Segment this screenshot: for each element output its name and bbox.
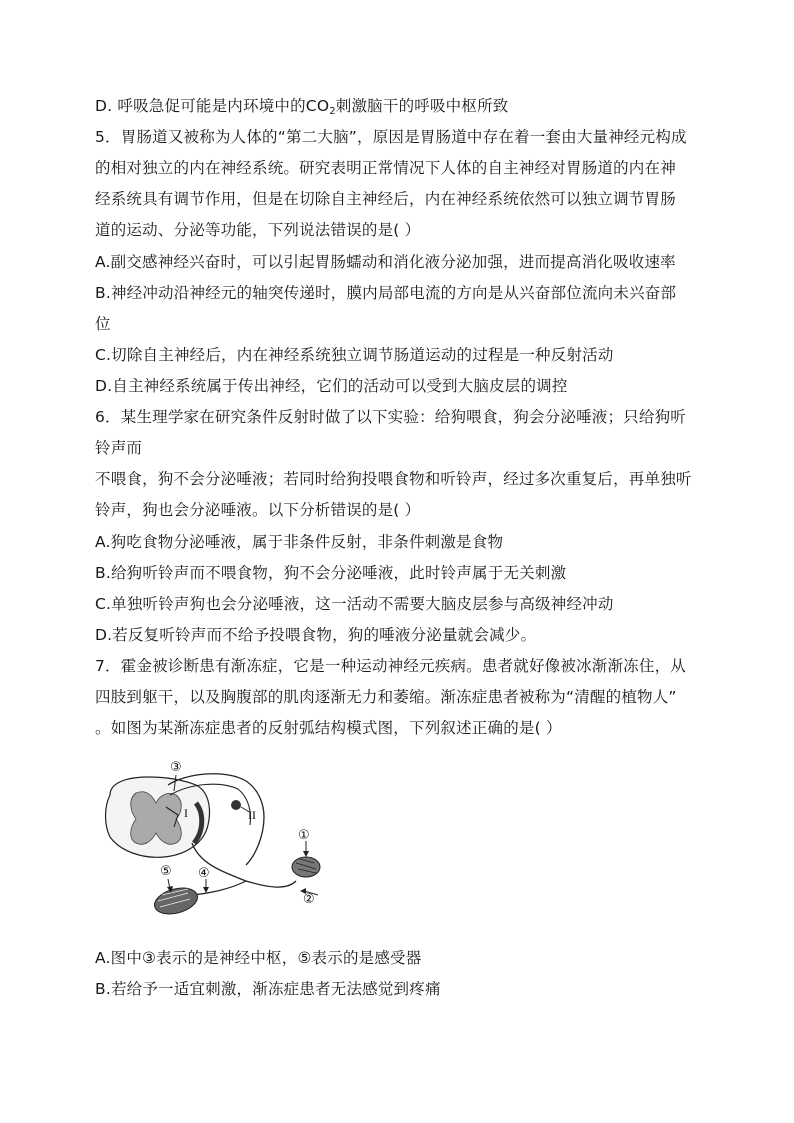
label-2: ② [303,892,315,907]
question-6-line-2: 铃声而 [95,439,143,457]
subscript-2: 2 [329,106,336,117]
line-q4-option-d [95,95,705,123]
receptor-skin [292,857,320,877]
question-7-option-a: A.图中③表示的是神经中枢，⑤表示的是感受器 [95,949,422,967]
question-5-line-1: 5．胃肠道又被称为人体的“第二大脑”，原因是胃肠道中存在着一套由大量神经元构成 [95,128,687,146]
label-roman-i: I [184,806,188,820]
label-roman-ii: II [248,808,256,822]
label-1: ① [298,828,310,843]
ganglion-ii [231,800,241,810]
reflex-arc-figure [96,755,336,925]
question-5-line-2: 的相对独立的内在神经系统。研究表明正常情况下人体的自主神经对胃肠道的内在神 [95,159,676,177]
question-7-line-1: 7．霍金被诊断患有渐冻症，它是一种运动神经元疾病。患者就好像被冰渐渐冻住，从 [95,657,686,675]
question-6-option-c: C.单独听铃声狗也会分泌唾液，这一活动不需要大脑皮层参与高级神经冲动 [95,595,614,613]
option-text: D. 呼吸急促可能是内环境中的CO [95,97,330,115]
question-5-option-a: A.副交感神经兴奋时，可以引起胃肠蠕动和消化液分泌加强，进而提高消化吸收速率 [95,253,676,271]
question-6-option-d: D.若反复听铃声而不给予投喂食物，狗的唾液分泌量就会减少。 [95,626,537,644]
label-3: ③ [170,760,182,775]
question-5-option-b-line-2: 位 [95,315,111,333]
question-5-option-c: C.切除自主神经后，内在神经系统独立调节肠道运动的过程是一种反射活动 [95,346,614,364]
question-6-option-a: A.狗吃食物分泌唾液，属于非条件反射，非条件刺激是食物 [95,533,504,551]
question-5-line-4: 道的运动、分泌等功能，下列说法错误的是( ） [95,221,421,239]
question-5-option-b-line-1: B.神经冲动沿神经元的轴突传递时，膜内局部电流的方向是从兴奋部位流向未兴奋部 [95,284,677,302]
question-5-option-d: D.自主神经系统属于传出神经，它们的活动可以受到大脑皮层的调控 [95,377,568,395]
label-4: ④ [198,866,210,881]
option-text-suffix: 刺激脑干的呼吸中枢所致 [335,97,509,115]
question-7-option-b: B.若给予一适宜刺激，渐冻症患者无法感觉到疼痛 [95,980,441,998]
question-6-line-4: 铃声，狗也会分泌唾液。以下分析错误的是( ） [95,501,421,519]
question-7-line-2: 四肢到躯干，以及胸腹部的肌肉逐渐无力和萎缩。渐冻症患者被称为“清醒的植物人” [95,688,677,706]
question-6-option-b: B.给狗听铃声而不喂食物，狗不会分泌唾液，此时铃声属于无关刺激 [95,564,567,582]
question-6-line-3: 不喂食，狗不会分泌唾液；若同时给狗投喂食物和听铃声，经过多次重复后，再单独听 [95,470,692,488]
question-6-line-1: 6．某生理学家在研究条件反射时做了以下实验：给狗喂食，狗会分泌唾液；只给狗听 [95,408,686,426]
label-5: ⑤ [160,864,172,879]
reflex-arc-diagram [96,755,336,925]
question-7-line-3: 。如图为某渐冻症患者的反射弧结构模式图，下列叙述正确的是( ） [95,719,562,737]
question-5-line-3: 经系统具有调节作用，但是在切除自主神经后，内在神经系统依然可以独立调节胃肠 [95,190,676,208]
